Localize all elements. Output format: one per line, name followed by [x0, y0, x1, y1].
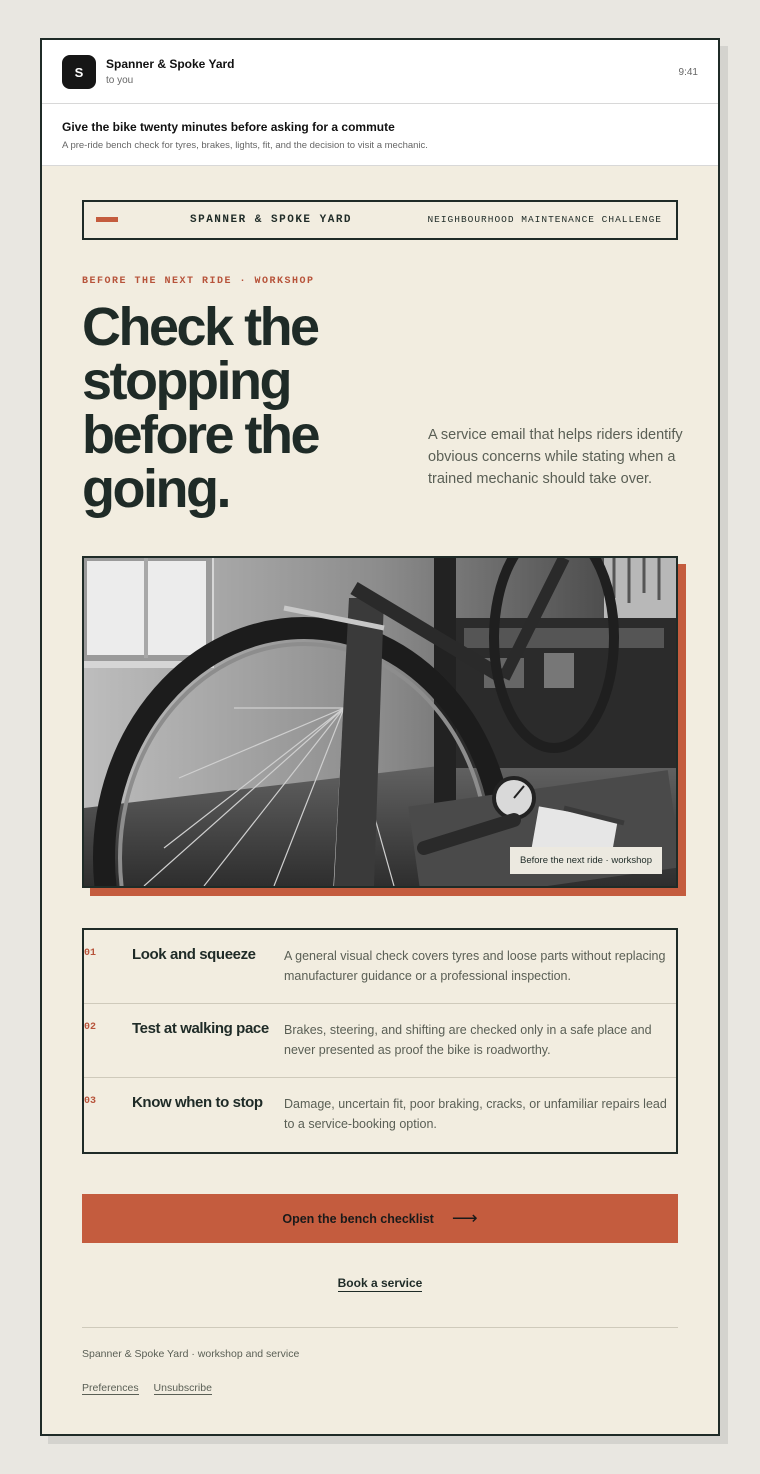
checklist-steps — [82, 928, 678, 1154]
mail-header — [42, 40, 718, 104]
brand-tagline: NEIGHBOURHOOD MAINTENANCE CHALLENGE — [427, 214, 662, 225]
step-title: Look and squeeze — [132, 946, 256, 963]
sender-name: Spanner & Spoke Yard — [106, 57, 235, 71]
step-number: 03 — [84, 1096, 97, 1107]
brand-bar — [82, 200, 678, 240]
brand-name: SPANNER & SPOKE YARD — [190, 214, 353, 226]
step-description: Damage, uncertain fit, poor braking, cracks, or unfamiliar repairs lead to a service-booking option. — [284, 1097, 667, 1131]
step-row — [84, 930, 676, 1004]
step-number: 02 — [84, 1022, 97, 1033]
step-row — [84, 1004, 676, 1078]
hero-headline: Check the stopping before the going. — [82, 297, 319, 519]
step-title: Test at walking pace — [132, 1020, 269, 1037]
step-description: A general visual check covers tyres and loose parts without replacing manufacturer guidance or a professional inspection. — [284, 949, 666, 983]
received-time: 9:41 — [678, 67, 698, 78]
footer-divider — [82, 1327, 678, 1328]
footer-address: Spanner & Spoke Yard · workshop and service — [82, 1348, 300, 1360]
step-description: Brakes, steering, and shifting are checked only in a safe place and never presented as proof the bike is roadworthy. — [284, 1023, 652, 1057]
sender-avatar: S — [62, 55, 96, 89]
email-body — [42, 166, 718, 1434]
cta-label: Open the bench checklist — [282, 1211, 434, 1226]
preferences-link[interactable]: Preferences — [82, 1382, 139, 1394]
email-preheader: A pre-ride bench check for tyres, brakes, lights, fit, and the decision to visit a mechanic. — [62, 140, 428, 151]
footer-links — [82, 1382, 224, 1394]
subject-bar — [42, 104, 718, 166]
unsubscribe-link[interactable]: Unsubscribe — [153, 1382, 212, 1394]
bicycle-workshop-image — [84, 558, 676, 886]
step-number: 01 — [84, 948, 97, 959]
secondary-link-row — [42, 1274, 718, 1292]
recipient-label: to you — [106, 75, 134, 86]
step-title: Know when to stop — [132, 1094, 263, 1111]
arrow-right-icon: ⟶ — [451, 1208, 478, 1228]
book-service-link[interactable]: Book a service — [337, 1276, 423, 1290]
hero-lede: A service email that helps riders identify obvious concerns while stating when a trained mechanic should take over. — [428, 427, 683, 487]
open-checklist-button[interactable] — [82, 1194, 678, 1243]
hero-eyebrow: BEFORE THE NEXT RIDE · WORKSHOP — [82, 276, 315, 287]
brand-dash-mark — [96, 217, 118, 222]
email-subject: Give the bike twenty minutes before asking for a commute — [62, 120, 395, 134]
photo-caption: Before the next ride · workshop — [510, 847, 662, 874]
step-row — [84, 1078, 676, 1152]
hero-photo — [82, 556, 678, 888]
email-window — [40, 38, 720, 1436]
